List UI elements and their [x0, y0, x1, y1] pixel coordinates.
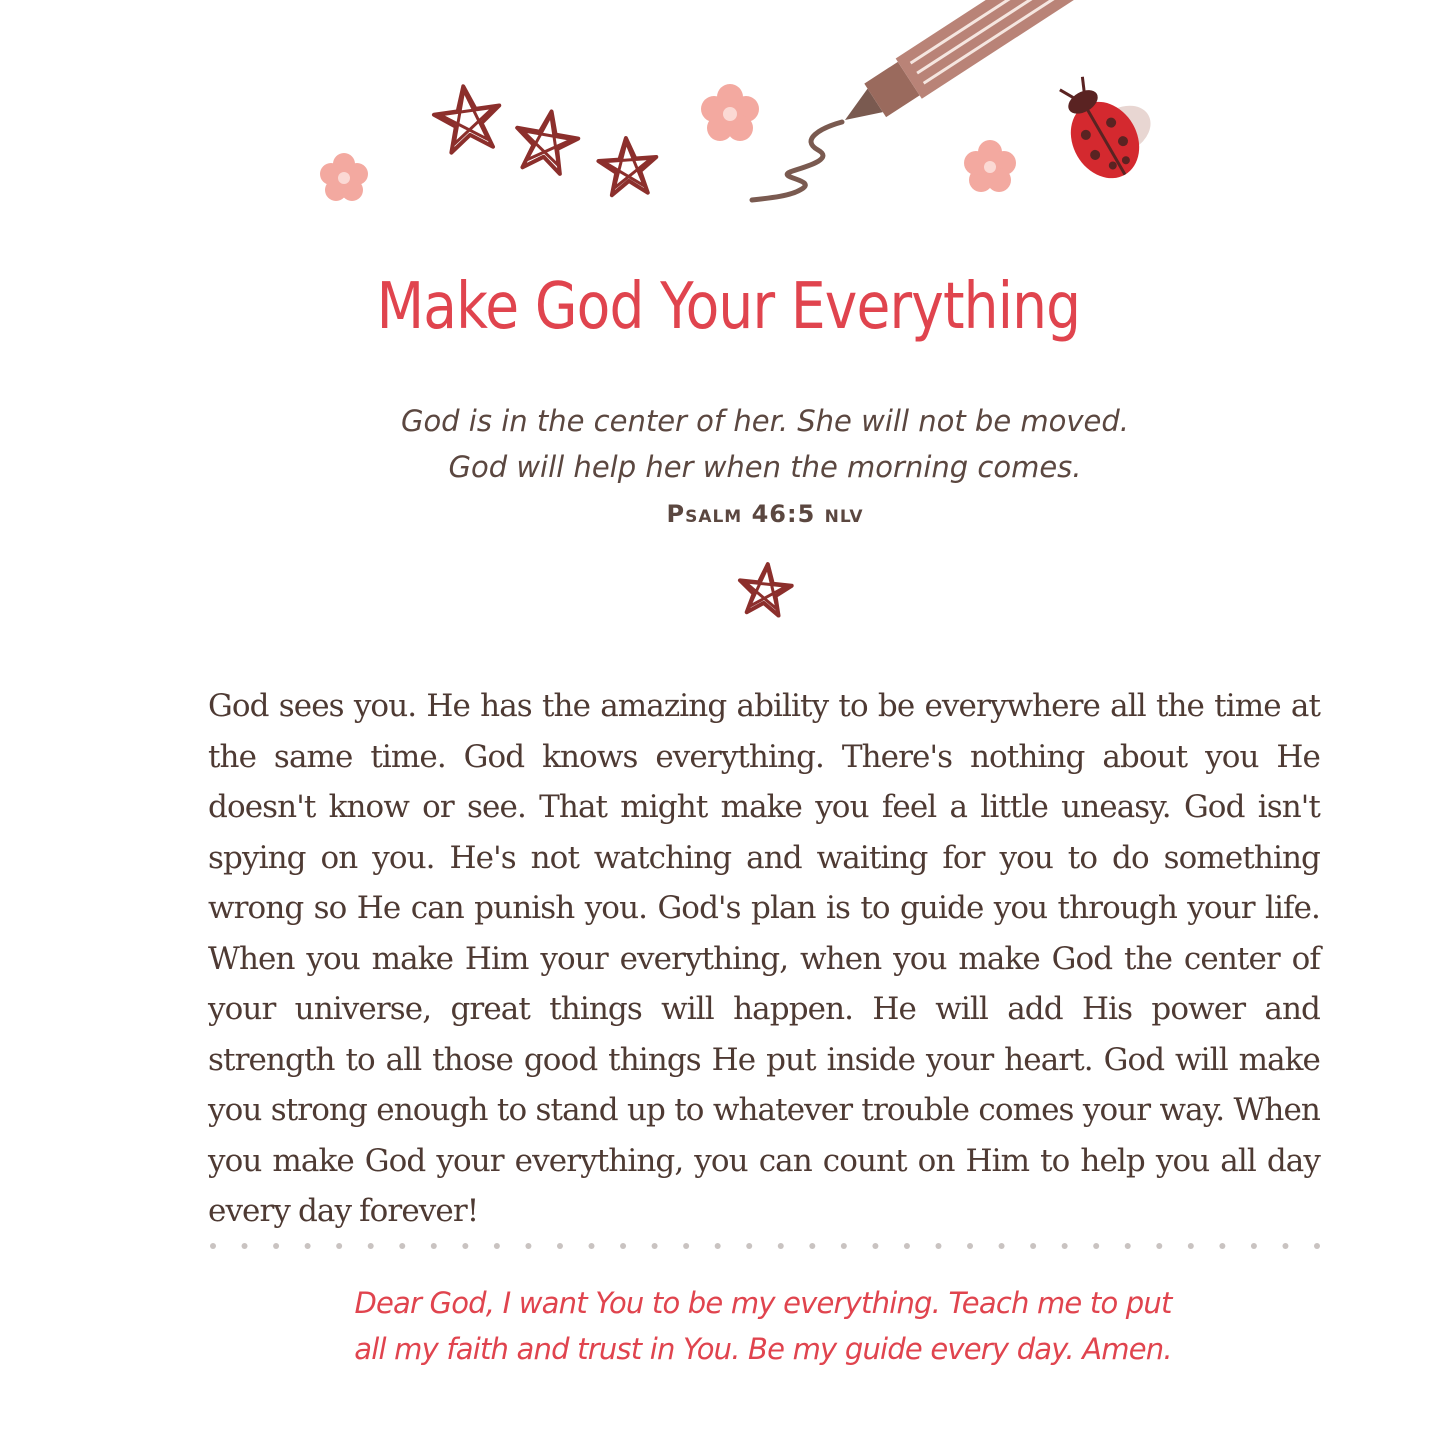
divider-dot — [589, 1243, 595, 1249]
verse-citation: Psalm 46:5 nlv — [666, 500, 864, 528]
divider-dot — [778, 1243, 784, 1249]
prayer-line: all my faith and trust in You. Be my guide every day. Amen. — [354, 1332, 1172, 1366]
verse-line: God will help her when the morning comes. — [448, 450, 1082, 484]
divider-dot — [494, 1243, 500, 1249]
divider-dot — [999, 1243, 1005, 1249]
divider-dot — [210, 1243, 216, 1249]
divider-dot — [746, 1243, 752, 1249]
star-icon — [735, 560, 795, 622]
star-icon — [597, 136, 659, 196]
scripture-verse — [0, 398, 1445, 490]
divider-dot — [1030, 1243, 1036, 1249]
page-title: Make God Your Everything — [376, 270, 1081, 344]
divider-dot — [1125, 1243, 1131, 1249]
header-illustration — [0, 0, 1445, 240]
divider-dot — [1062, 1243, 1068, 1249]
divider-dot — [967, 1243, 973, 1249]
divider-dot — [1314, 1243, 1320, 1249]
divider-dot — [368, 1243, 374, 1249]
dots-divider-icon — [210, 1238, 1320, 1254]
divider-dot — [1188, 1243, 1194, 1249]
divider-dot — [431, 1243, 437, 1249]
divider-dot — [841, 1243, 847, 1249]
flower-icon — [320, 153, 368, 201]
divider-dot — [809, 1243, 815, 1249]
divider-dot — [1093, 1243, 1099, 1249]
prayer — [0, 1280, 1445, 1372]
verse-line: God is in the center of her. She will not be moved. — [400, 404, 1130, 438]
divider-dot — [1282, 1243, 1288, 1249]
divider-dot — [1219, 1243, 1225, 1249]
divider-dot — [525, 1243, 531, 1249]
marker-pen-icon — [832, 0, 1115, 140]
divider-dot — [273, 1243, 279, 1249]
divider-dot — [336, 1243, 342, 1249]
divider-dot — [683, 1243, 689, 1249]
divider-dot — [715, 1243, 721, 1249]
divider-dot — [242, 1243, 248, 1249]
divider-dot — [652, 1243, 658, 1249]
squiggle-icon — [752, 122, 842, 200]
divider-dot — [620, 1243, 626, 1249]
divider-dot — [904, 1243, 910, 1249]
divider-dot — [557, 1243, 563, 1249]
divider-dot — [1156, 1243, 1162, 1249]
divider-dot — [872, 1243, 878, 1249]
divider-dot — [399, 1243, 405, 1249]
prayer-line: Dear God, I want You to be my everything. Teach me to put — [354, 1286, 1172, 1320]
devotional-body: God sees you. He has the amazing ability to be everywhere all the time at the same time. God knows everything. There's nothing about you He doesn't know or see. That might make you feel a little uneasy. God isn't spying on you. He's not watching and waiting for you to do something wrong so He can punish you. God's plan is to guide you through your life. When you make Him your everything, when you make God the center of your universe, great things will happen. He will add His power and strength to all those good things He put inside your heart. God will make you strong enough to stand up to whatever trouble comes your way. When you make God your everything, you can count on Him to help you all day every day forever! — [208, 688, 1320, 1229]
divider-dot — [1251, 1243, 1257, 1249]
ladybug-icon — [1044, 58, 1168, 191]
divider-dot — [935, 1243, 941, 1249]
divider-dot — [305, 1243, 311, 1249]
star-icon — [511, 106, 582, 176]
flower-icon — [701, 84, 759, 141]
divider-dot — [462, 1243, 468, 1249]
flower-icon — [964, 140, 1016, 192]
star-icon — [431, 82, 505, 155]
